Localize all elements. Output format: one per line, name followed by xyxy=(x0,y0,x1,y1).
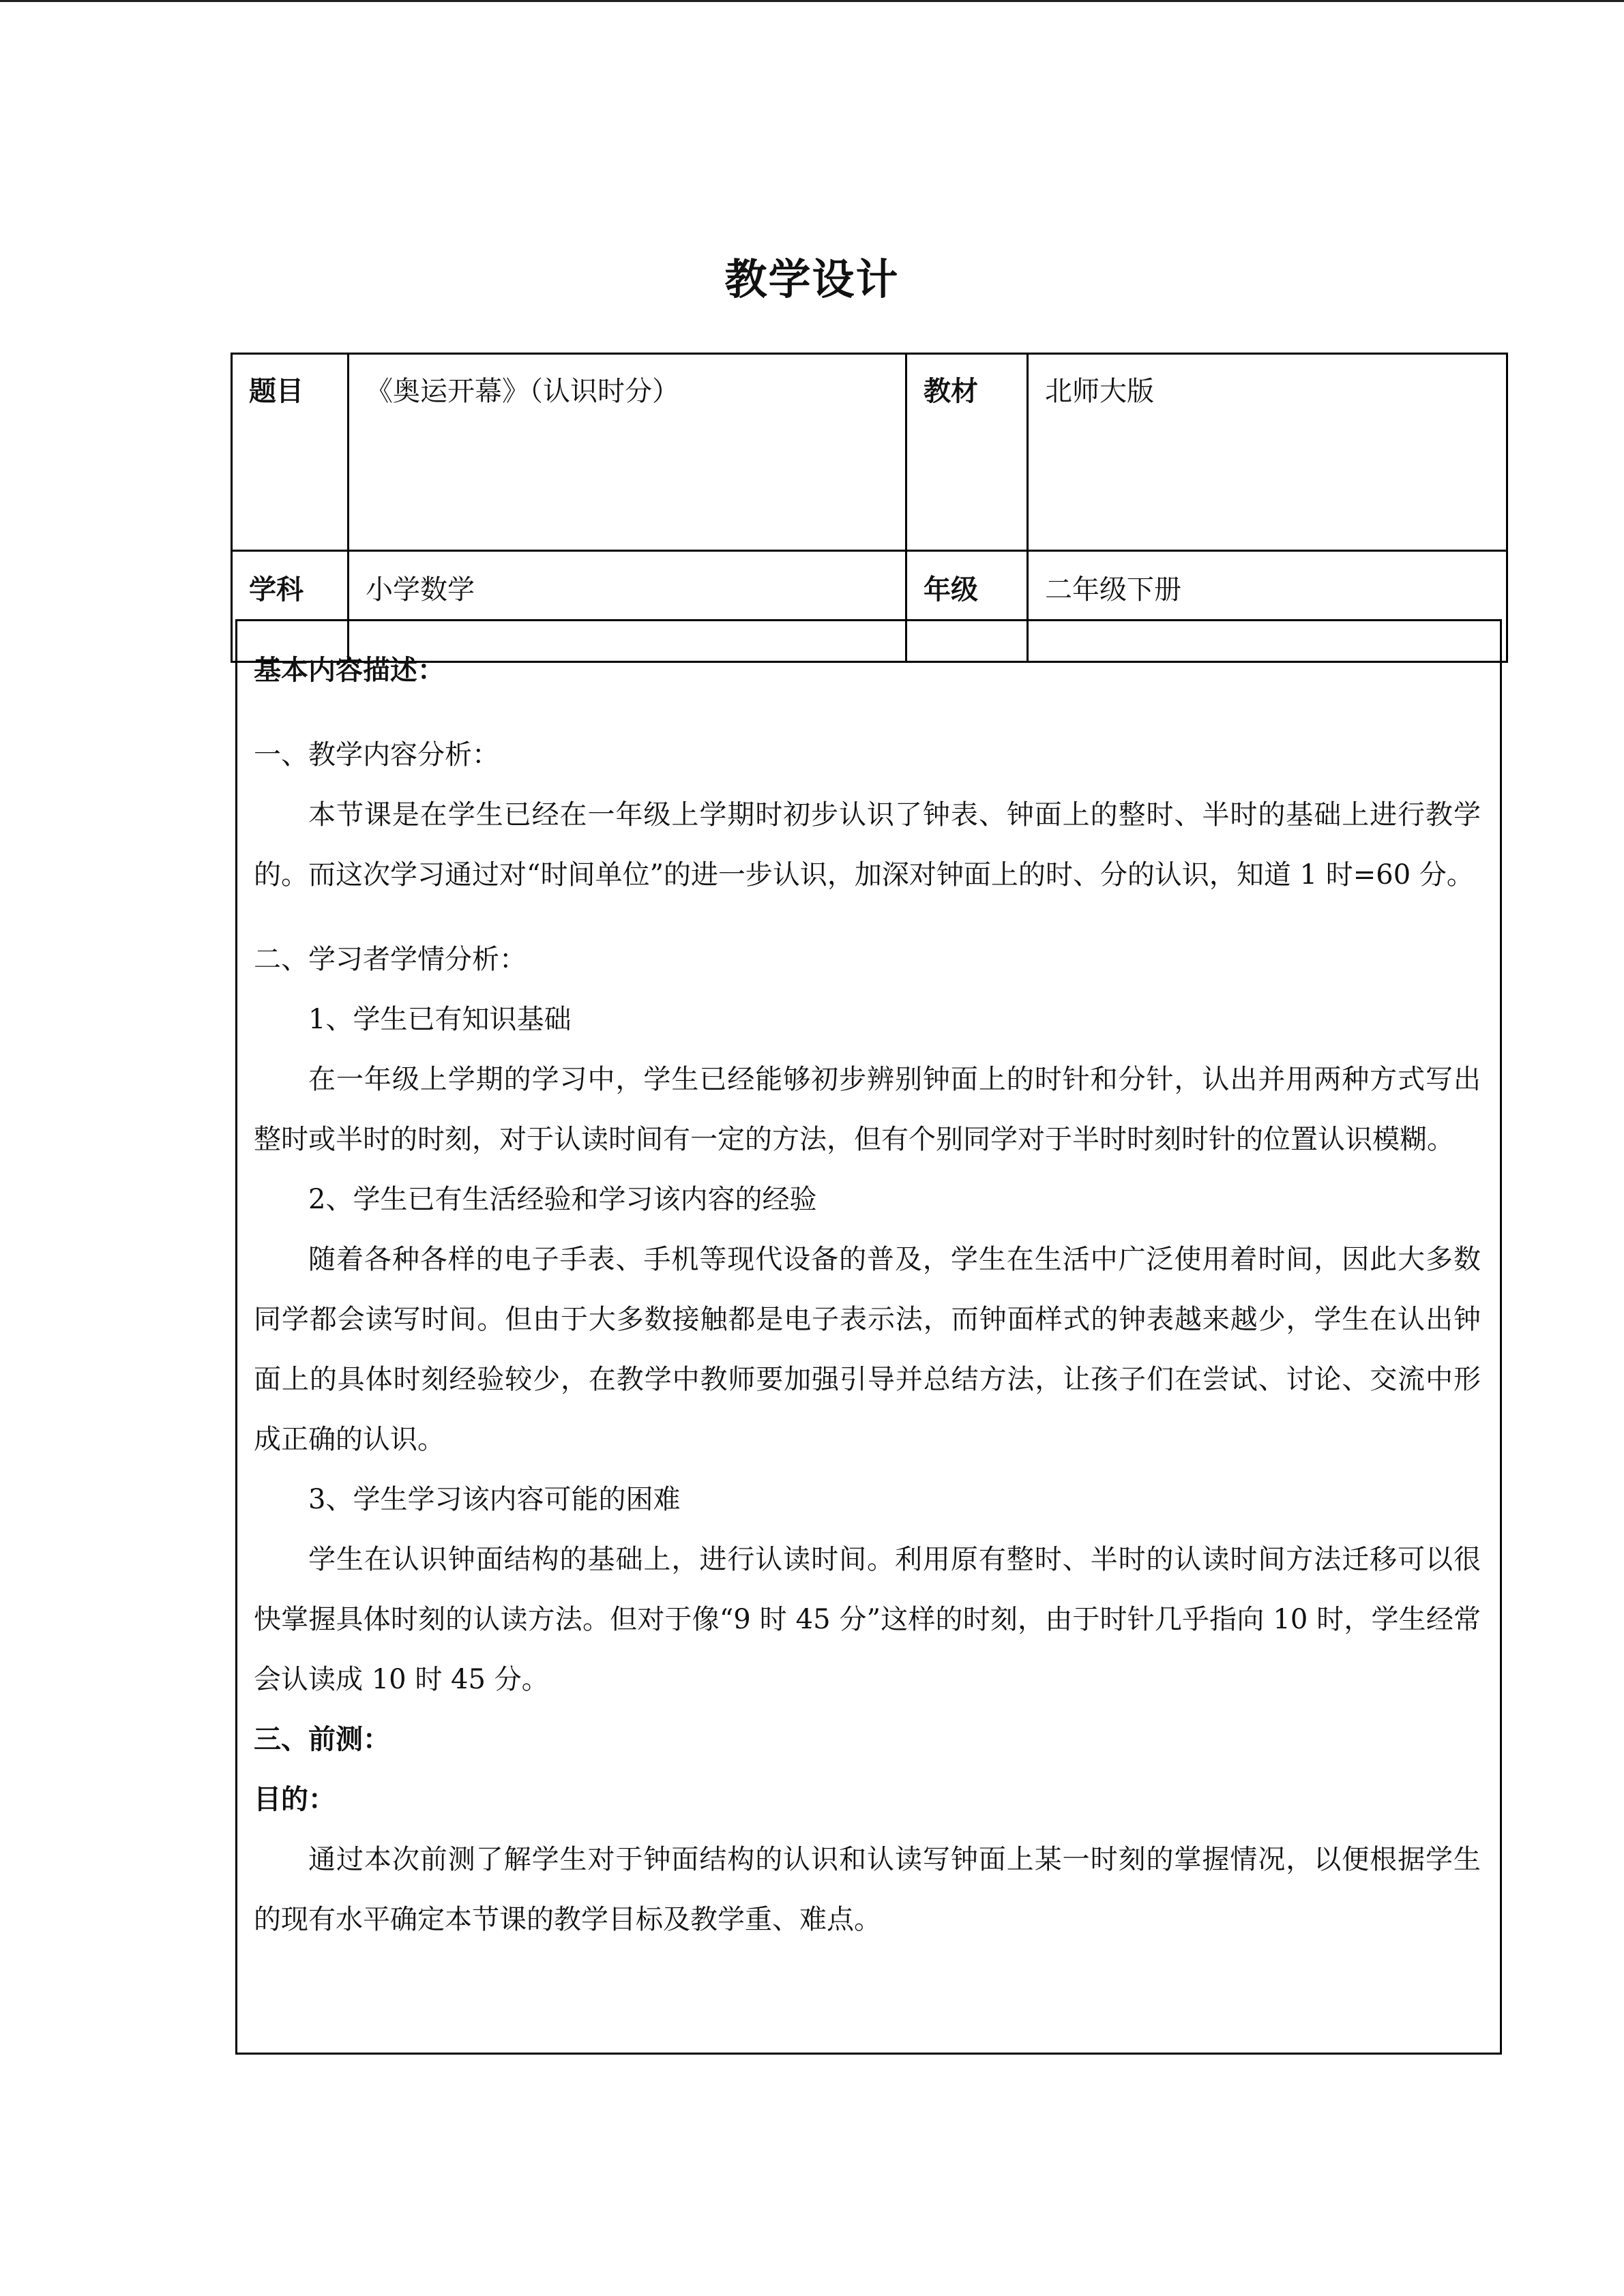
section3-title: 三、前测： xyxy=(254,1724,390,1755)
document-title: 教学设计 xyxy=(724,254,900,304)
section1-paragraph: 本节课是在学生已经在一年级上学期时初步认识了钟表、钟面上的整时、半时的基础上进行教学的。而这次学习通过对“时间单位”的进一步认识，加深对钟面上的时、分的认识，知道 1 时=60 分。 xyxy=(254,799,1481,891)
page-top-rule xyxy=(0,0,1624,2)
subsection2-title: 2、学生已有生活经验和学习该内容的经验 xyxy=(308,1184,817,1215)
subsection2-paragraph: 随着各种各样的电子手表、手机等现代设备的普及，学生在生活中广泛使用着时间，因此大多数同学都会读写时间。但由于大多数接触都是电子表示法，而钟面样式的钟表越来越少，学生在认出钟面上的具体时刻经验较少，在教学中教师要加强引导并总结方法，让孩子们在尝试、讨论、交流中形成正确的认识。 xyxy=(254,1244,1481,1455)
subsection1-paragraph: 在一年级上学期的学习中，学生已经能够初步辨别钟面上的时针和分针，认出并用两种方式写出整时或半时的时刻，对于认读时间有一定的方法，但有个别同学对于半时时刻时针的位置认识模糊。 xyxy=(254,1064,1481,1155)
subsection3-title: 3、学生学习该内容可能的困难 xyxy=(308,1484,681,1515)
info-table xyxy=(231,353,1508,663)
grade-label: 年级 xyxy=(906,551,1028,662)
topic-label: 题目 xyxy=(232,354,349,551)
section2-title: 二、学习者学情分析： xyxy=(254,944,527,975)
subject-label: 学科 xyxy=(232,551,349,662)
subsection3-paragraph: 学生在认识钟面结构的基础上，进行认读时间。利用原有整时、半时的认读时间方法迁移可以很快掌握具体时刻的认读方法。但对于像“9 时 45 分”这样的时刻，由于时针几乎指向 10 时，学生经常会认读成 10 时 45 分。 xyxy=(254,1544,1481,1695)
content-heading: 基本内容描述： xyxy=(254,655,445,686)
textbook-value: 北师大版 xyxy=(1028,354,1507,551)
content-box xyxy=(235,619,1502,2055)
subsection1-title: 1、学生已有知识基础 xyxy=(308,1004,572,1035)
purpose-title: 目的： xyxy=(254,1784,336,1815)
purpose-paragraph: 通过本次前测了解学生对于钟面结构的认识和认读写钟面上某一时刻的掌握情况，以便根据学生的现有水平确定本节课的教学目标及教学重、难点。 xyxy=(254,1844,1481,1935)
grade-value: 二年级下册 xyxy=(1028,551,1507,662)
section1-title: 一、教学内容分析： xyxy=(254,739,499,771)
subject-value: 小学数学 xyxy=(349,551,906,662)
topic-value: 《奥运开幕》（认识时分） xyxy=(349,354,906,551)
info-row-topic xyxy=(232,354,1507,551)
textbook-label: 教材 xyxy=(906,354,1028,551)
